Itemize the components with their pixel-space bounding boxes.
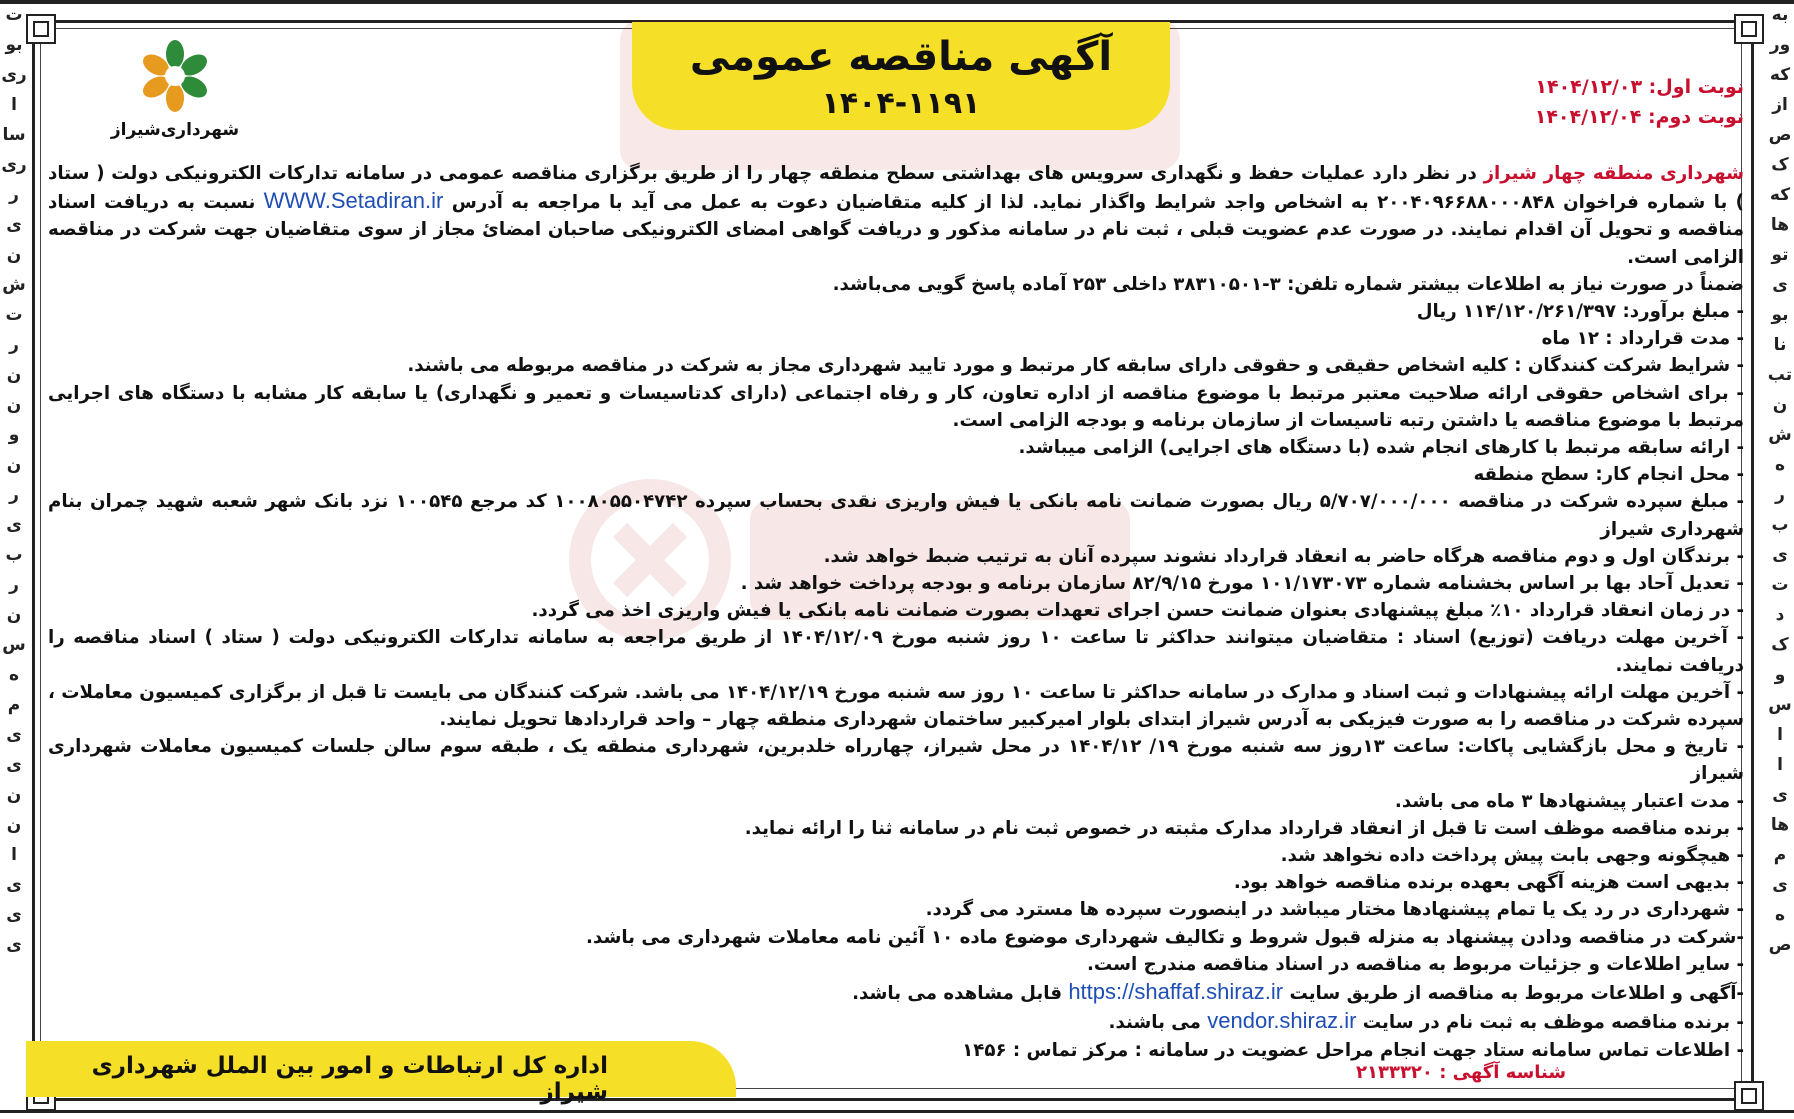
reject-line: - شهرداری در رد یک یا تمام پیشنهادها مختار میباشد در اینصورت سپرده ها مسترد می گردد. [925, 899, 1744, 921]
ad-id [1356, 1062, 1566, 1083]
site-line-post: قابل مشاهده می باشد. [852, 983, 1069, 1005]
header-banner [632, 22, 1170, 130]
corner-ornament [1734, 14, 1764, 44]
flower-emblem-icon [130, 40, 220, 112]
footer-banner [26, 1041, 736, 1105]
duration-line: - مدت قرارداد : ۱۲ ماه [1541, 328, 1744, 350]
setadiran-link[interactable]: WWW.Setadiran.ir [263, 188, 444, 214]
vendor-line [48, 1007, 1744, 1036]
intro-text-1: در نظر دارد عملیات حفظ و نگهداری سرویس های بهداشتی سطح منطقه چهار را از طریق برگزاری مناقصه عمومی در سامانه تدارکات الکترونیکی دولت ( ستاد ) با شماره فراخوان ۲۰۰۴۰۹۶۶۸۸۰۰۰۸۴۸ به اشخاص واجد شرایط واگذار نماید. لذا از کلیه متقاضیان دعوت به عمل می آید با مراجعه به آدرس [48, 163, 1744, 214]
left-edge-strip: ت بو ری ا سا ری ر ی ن ش ت ر ن ن و ن ر ی ب ر ن س ه م ی ی ن ن ا ی ی ی [1, 5, 27, 955]
deposit-line: - مبلغ سپرده شرکت در مناقصه ۵/۷۰۷/۰۰۰/۰۰۰ ریال بصورت ضمانت نامه بانکی یا فیش واریزی نقدی بحساب سپرده ۱۰۰۸۰۵۵۰۴۷۴۲ کد مرجع ۱۰۰۵۴۵ نزد بانک شهر شعبه شهید چمران بنام شهرداری شیراز [48, 491, 1744, 540]
other-info-line: - سایر اطلاعات و جزئیات مربوط به مناقصه در اسناد مناقصه مندرج است. [1086, 953, 1744, 975]
ad-id-value: ۲۱۳۳۳۲۰ [1356, 1062, 1433, 1083]
estimate-line: - مبلغ برآورد: ۱۱۴/۱۲۰/۲۶۱/۳۹۷ ریال [1416, 301, 1744, 323]
first-notice-date: ۱۴۰۴/۱۲/۰۳ [1535, 76, 1643, 98]
contact-line: - اطلاعات تماس سامانه ستاد جهت انجام مراحل عضویت در سامانه : مرکز تماس : ۱۴۵۶ [962, 1039, 1744, 1061]
right-edge-strip: به ور که از ص ک که ها تو ی بو نا تب ن ش ه ر ب ی ت د ک و س ا ا ی ها م ی ه ص [1767, 5, 1793, 955]
second-notice-label: نوبت دوم: [1648, 106, 1744, 128]
intro-paragraph [48, 160, 1744, 271]
conditions-line: - شرایط شرکت کنندگان : کلیه اشخاص حقیقی و حقوقی دارای سابقه کار مرتبط و مورد تایید شهرداری مجاز به شرکت در مناقصه مربوطه می باشند. [407, 355, 1744, 377]
tender-body [48, 160, 1744, 1064]
guarantee-line: - در زمان انعقاد قرارداد ۱۰٪ مبلغ پیشنهادی بعنوان ضمانت حسن اجرای تعهدات بصورت ضمانت نامه بانکی یا فیش واریزی اخذ می گردد. [531, 600, 1744, 622]
site-line-pre: -آگهی و اطلاعات مربوط به مناقصه از طریق سایت [1283, 983, 1744, 1005]
intro-text-2: نسبت به دریافت اسناد مناقصه و تحویل آن اقدام نمایند. در صورت عدم عضویت قبلی ، ثبت نام در سامانه مذکور و دریافت گواهی امضای الکترونیکی صاحبان امضائ مجاز از سوی متقاضیان جهت شرکت در مناقصه الزامی است. [48, 192, 1744, 268]
adjustment-line: - تعدیل آحاد بها بر اساس بخشنامه شماره ۱۰۱/۱۷۳۰۷۳ مورخ ۸۲/۹/۱۵ سازمان برنامه و بودجه پرداخت خواهد شد . [740, 573, 1744, 595]
shaffaf-link[interactable]: https://shaffaf.shiraz.ir [1068, 979, 1284, 1005]
second-notice [1535, 102, 1744, 132]
location-line: - محل انجام کار: سطح منطقه [1473, 464, 1744, 486]
validity-line: - مدت اعتبار پیشنهادها ۳ ماه می باشد. [1394, 790, 1744, 812]
second-notice-date: ۱۴۰۴/۱۲/۰۴ [1534, 106, 1642, 128]
municipality-logo [110, 40, 240, 150]
opening-line: - تاریخ و محل بازگشایی پاکات: ساعت ۱۳روز سه شنبه مورخ ۱۹/ ۱۴۰۴/۱۲ در محل شیراز، چهارراه خلدبرین، شهرداری منطقه یک ، طبقه سوم سالن جلسات کمیسیون معاملات شهرداری شیراز [48, 736, 1745, 785]
prepayment-line: - هیچگونه وجهی بابت پیش پرداخت داده نخواهد شد. [1280, 845, 1744, 867]
vendor-link[interactable]: vendor.shiraz.ir [1207, 1008, 1357, 1034]
intro-organization: شهرداری منطقه چهار شیراز [1483, 163, 1744, 184]
tender-number: ۱۴۰۴-۱۱۹۱ [821, 86, 981, 121]
corner-ornament [26, 14, 56, 44]
ad-id-label: شناسه آگهی : [1439, 1062, 1567, 1083]
legal-entities-line: - برای اشخاص حقوقی ارائه صلاحیت معتبر مرتبط با موضوع مناقصه از اداره تعاون، کار و رفاه اجتماعی (دارای کدتاسیسات و تعمیر و نگهداری) یا سابقه کار مشابه با دستگاه های اجرایی مرتبط با موضوع مناقصه یا داشتن رتبه تاسیسات از سازمان برنامه و بودجه الزامی است. [48, 382, 1744, 431]
top-border-line [0, 0, 1794, 4]
page-title: آگهی مناقصه عمومی [689, 34, 1113, 80]
documents-line: - برنده مناقصه موظف است تا قبل از انعقاد قرارداد مدارک مثبته در خصوص ثبت نام در سامانه ثنا را ارائه نماید. [744, 817, 1744, 839]
notice-dates [1535, 72, 1744, 132]
history-line: - ارائه سابقه مرتبط با کارهای انجام شده (با دستگاه های اجرایی) الزامی میباشد. [1018, 437, 1744, 459]
acceptance-line: -شرکت در مناقصه ودادن پیشنهاد به منزله قبول شروط و تکالیف شهرداری موضوع ماده ۱۰ آئین نامه معاملات شهرداری می باشد. [586, 926, 1744, 948]
cost-line: - بدیهی است هزینه آگهی بعهده برنده مناقصه خواهد بود. [1233, 872, 1744, 894]
submit-deadline-line: - آخرین مهلت ارائه پیشنهادات و ثبت اسناد و مدارک در سامانه حداکثر تا ساعت ۱۰ روز سه شنبه مورخ ۱۴۰۴/۱۲/۱۹ می باشد. شرکت کنندگان می بایست تا قبل از برگزاری کمیسیون معاملات ، سپرده شرکت در مناقصه را به صورت فیزیکی به آدرس شیراز ابتدای بلوار امیرکبیر ساختمان شهرداری منطقه چهار – واحد قراردادها تحویل نمایند. [48, 681, 1745, 731]
winners-line: - برندگان اول و دوم مناقصه هرگاه حاضر به انعقاد قرارداد نشوند سپرده آنان به ترتیب ضبط خواهد شد. [823, 545, 1744, 567]
receive-deadline-line: - آخرین مهلت دریافت (توزیع) اسناد : متقاضیان میتوانند حداکثر تا ساعت ۱۰ روز شنبه مورخ ۱۴۰۴/۱۲/۰۹ از طریق مراجعه به سامانه تدارکات الکترونیکی دولت ( ستاد ) اسناد مناقصه را دریافت نمایند. [48, 627, 1745, 676]
footer-office: اداره کل ارتباطات و امور بین الملل شهرداری شیراز [91, 1053, 608, 1105]
site-line [48, 978, 1744, 1007]
first-notice-label: نوبت اول: [1648, 76, 1744, 98]
corner-ornament [1734, 1081, 1764, 1111]
phone-line: ضمناً در صورت نیاز به اطلاعات بیشتر شماره تلفن: ۳-۳۸۳۱۰۵۰۱ داخلی ۲۵۳ آماده پاسخ گویی می‌باشد. [832, 273, 1744, 295]
vendor-line-post: می باشند. [1108, 1012, 1208, 1034]
vendor-line-pre: - برنده مناقصه موظف به ثبت نام در سایت [1356, 1012, 1744, 1034]
bottom-border-line [0, 1110, 1794, 1113]
first-notice [1535, 72, 1744, 102]
logo-name: شهرداری‌شیراز [110, 120, 240, 140]
